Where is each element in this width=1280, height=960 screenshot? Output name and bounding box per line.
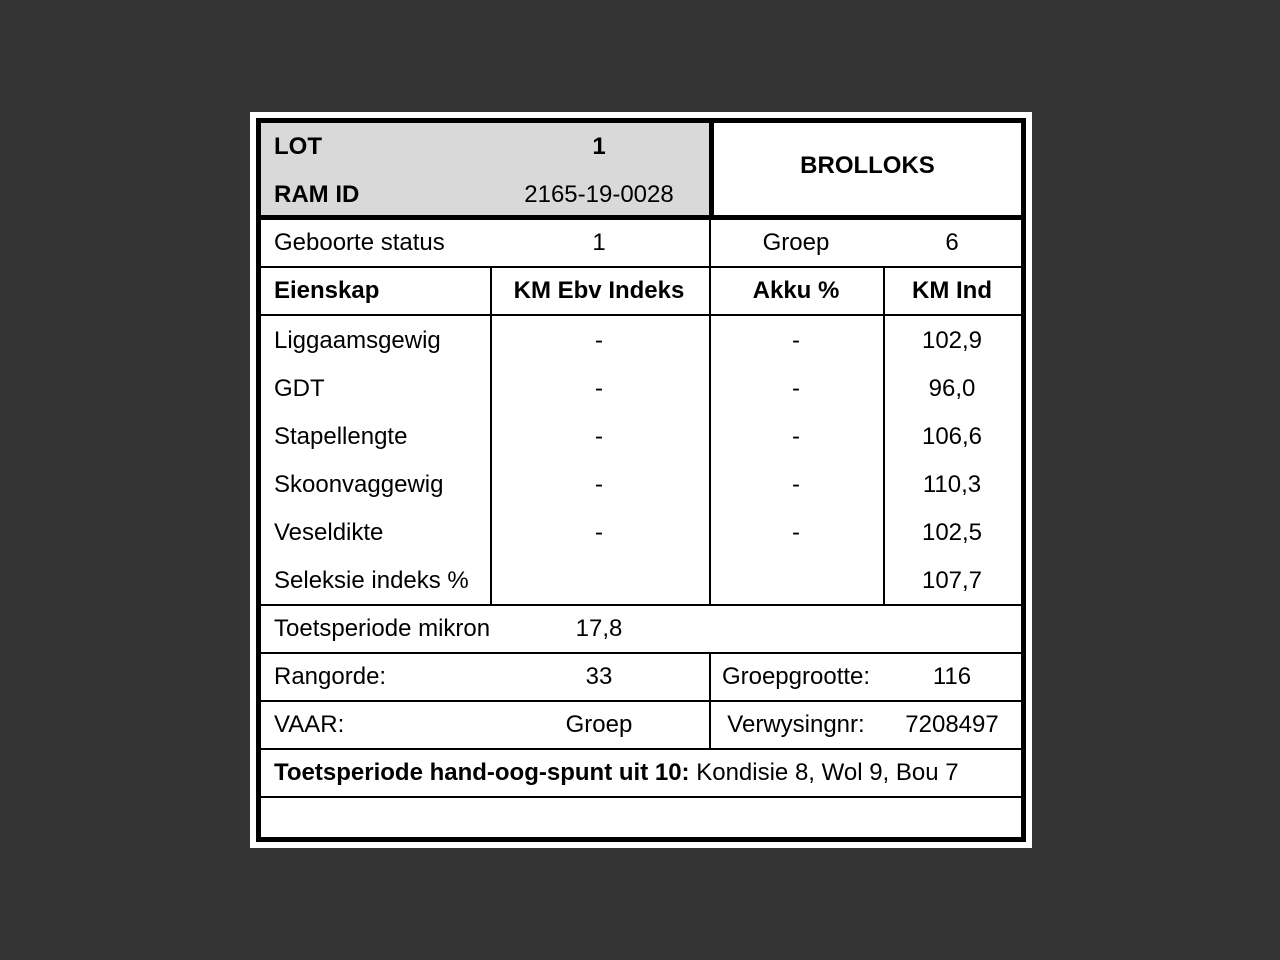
header-vertical-divider [709,123,714,215]
row-divider [261,796,1021,798]
row-divider [261,652,1021,654]
col-header-akku: Akku % [752,277,840,304]
ram-info-card [250,112,1032,848]
group-label: Groep [762,229,830,256]
ram-id-value: 2165-19-0028 [524,181,674,208]
ind-cell: 102,9 [921,327,983,354]
scores-row [261,750,1021,796]
rank-value: 33 [585,663,613,690]
row-divider [261,314,1021,316]
sire-label: VAAR: [274,711,345,738]
ebv-cell: - [595,423,603,450]
col-header-ind: KM Ind [912,277,992,304]
trait-cell: Veseldikte [274,519,384,546]
birth-status-label: Geboorte status [274,229,445,256]
micron-label: Toetsperiode mikron [274,615,491,642]
ebv-cell: - [595,471,603,498]
sire-value: Groep [565,711,633,738]
row-divider [261,266,1021,268]
card-frame [256,118,1026,842]
akku-cell: - [792,423,800,450]
header-divider [261,215,1021,220]
breed-name: BROLLOKS [800,152,935,179]
ebv-cell: - [595,327,603,354]
empty-row [261,798,1021,837]
lot-label: LOT [274,133,322,160]
ind-cell: 102,5 [921,519,983,546]
scores-value: Kondisie 8, Wol 9, Bou 7 [689,759,959,786]
trait-cell: Skoonvaggewig [274,471,444,498]
column-divider [883,266,885,604]
scores-label: Toetsperiode hand-oog-spunt uit 10: [274,759,690,786]
trait-cell: Stapellengte [274,423,408,450]
group-size-label: Groepgrootte: [721,663,871,690]
group-size-value: 116 [932,663,972,690]
akku-cell [709,557,883,605]
column-divider [709,652,711,748]
reference-label: Verwysingnr: [727,711,865,738]
akku-cell: - [792,375,800,402]
reference-value: 7208497 [905,711,999,738]
ind-cell: 107,7 [921,567,983,594]
column-divider [709,220,711,604]
row-divider [261,700,1021,702]
col-header-ebv: KM Ebv Indeks [513,277,685,304]
ind-cell: 96,0 [928,375,976,402]
ebv-cell: - [595,519,603,546]
micron-value: 17,8 [575,615,623,642]
ram-id-label: RAM ID [274,181,360,208]
col-header-trait: Eienskap [274,277,380,304]
ebv-cell [491,557,707,605]
trait-cell: Liggaamsgewig [274,327,441,354]
akku-cell: - [792,519,800,546]
ind-cell: 106,6 [921,423,983,450]
birth-status-value: 1 [592,229,606,256]
row-divider [261,748,1021,750]
rank-label: Rangorde: [274,663,387,690]
lot-value: 1 [592,133,606,160]
ind-cell: 110,3 [922,471,982,498]
ebv-cell: - [595,375,603,402]
akku-cell: - [792,471,800,498]
group-value: 6 [945,229,959,256]
trait-cell: GDT [274,375,325,402]
column-divider [490,266,492,604]
akku-cell: - [792,327,800,354]
trait-cell: Seleksie indeks % [274,567,469,594]
row-divider [261,604,1021,606]
